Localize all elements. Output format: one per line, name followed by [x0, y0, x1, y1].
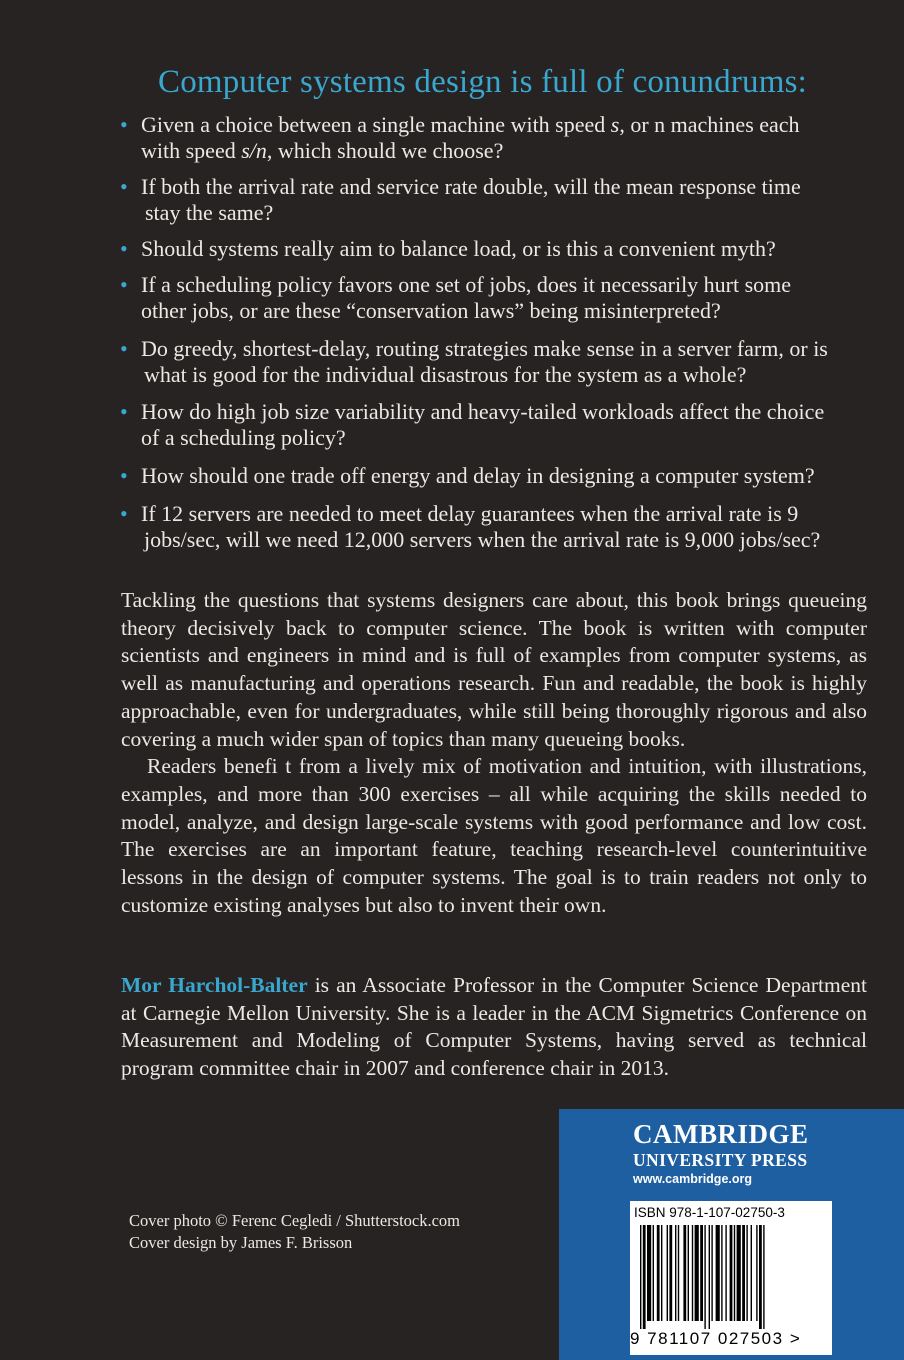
barcode-bars-icon — [640, 1225, 824, 1329]
bullet-icon: • — [120, 463, 128, 488]
isbn-label: ISBN 978-1-107-02750-3 — [634, 1205, 785, 1220]
book-description — [121, 587, 867, 919]
description-paragraph: Tackling the questions that systems designers care about, this book brings queueing theory decisively back to computer science. The book is written with computer scientists and engineers in mind and is full of examples from computer systems, as well as manufacturing and operations research. Fun and readable, the book is highly approachable, even for undergraduates, while still being thoroughly rigorous and also covering a much wider span of topics than many queueing books. — [121, 588, 867, 751]
question-text: How should one trade off energy and delay in designing a computer system? — [141, 463, 815, 488]
question-text-continued: of a scheduling policy? — [141, 425, 346, 450]
question-list — [120, 112, 880, 553]
question-text: If both the arrival rate and service rate double, will the mean response time — [141, 174, 801, 199]
bullet-icon: • — [120, 399, 128, 424]
question-item — [120, 399, 880, 451]
question-text-continued: other jobs, or are these “conservation laws” being misinterpreted? — [141, 298, 721, 323]
author-bio-text: is an Associate Professor in the Computer Science Department at Carnegie Mellon University. She is a leader in the ACM Sigmetrics Conference on Measurement and Modeling of Computer Systems, having served as technical program committee chair in 2007 and conference chair in 2013. — [121, 973, 867, 1081]
question-item — [120, 174, 880, 226]
design-credit: Cover design by James F. Brisson — [129, 1233, 353, 1252]
author-bio — [121, 972, 867, 1083]
barcode — [630, 1201, 832, 1355]
question-text: Given a choice between a single machine with speed s, or n machines each — [141, 112, 800, 137]
bullet-icon: • — [120, 336, 128, 361]
question-item — [120, 272, 880, 324]
question-item — [120, 336, 880, 388]
bullet-icon: • — [120, 112, 128, 137]
description-paragraph: Readers benefi t from a lively mix of motivation and intuition, with illustrations, examples, and more than 300 exercises – all while acquiring the skills needed to model, analyze, and design large-scale systems with good performance and low cost. The exercises are an important feature, teaching research-level counterintuitive lessons in the design of computer systems. The goal is to train readers not only to customize existing analyses but also to invent their own. — [121, 754, 867, 917]
question-item — [120, 236, 880, 262]
question-item — [120, 501, 880, 553]
bullet-icon: • — [120, 272, 128, 297]
bullet-icon: • — [120, 501, 128, 526]
question-item — [120, 112, 880, 164]
ean-number: 9 781107 027503 > — [630, 1329, 802, 1348]
photo-credit: Cover photo © Ferenc Cegledi / Shutterstock.com — [129, 1211, 461, 1230]
question-text: If a scheduling policy favors one set of jobs, does it necessarily hurt some — [141, 272, 792, 297]
question-item — [120, 463, 880, 489]
question-text-continued: jobs/sec, will we need 12,000 servers when the arrival rate is 9,000 jobs/sec? — [144, 527, 821, 552]
question-text-continued: stay the same? — [145, 200, 274, 225]
question-text-continued: with speed s/n, which should we choose? — [141, 138, 504, 163]
publisher-name: CAMBRIDGE — [633, 1119, 809, 1149]
cover-heading: Computer systems design is full of conundrums: — [158, 64, 807, 100]
question-text: If 12 servers are needed to meet delay guarantees when the arrival rate is 9 — [141, 501, 799, 526]
bullet-icon: • — [120, 236, 128, 261]
cover-credits — [129, 1210, 460, 1254]
bullet-icon: • — [120, 174, 128, 199]
question-text: How do high job size variability and heavy-tailed workloads affect the choice — [141, 399, 825, 424]
question-text: Should systems really aim to balance load, or is this a convenient myth? — [141, 236, 776, 261]
publisher-subname: UNIVERSITY PRESS — [633, 1150, 808, 1170]
author-name: Mor Harchol-Balter — [121, 973, 308, 997]
question-text-continued: what is good for the individual disastrous for the system as a whole? — [144, 362, 747, 387]
publisher-url: www.cambridge.org — [633, 1172, 753, 1186]
question-text: Do greedy, shortest-delay, routing strategies make sense in a server farm, or is — [141, 336, 828, 361]
publisher-panel — [559, 1109, 904, 1360]
